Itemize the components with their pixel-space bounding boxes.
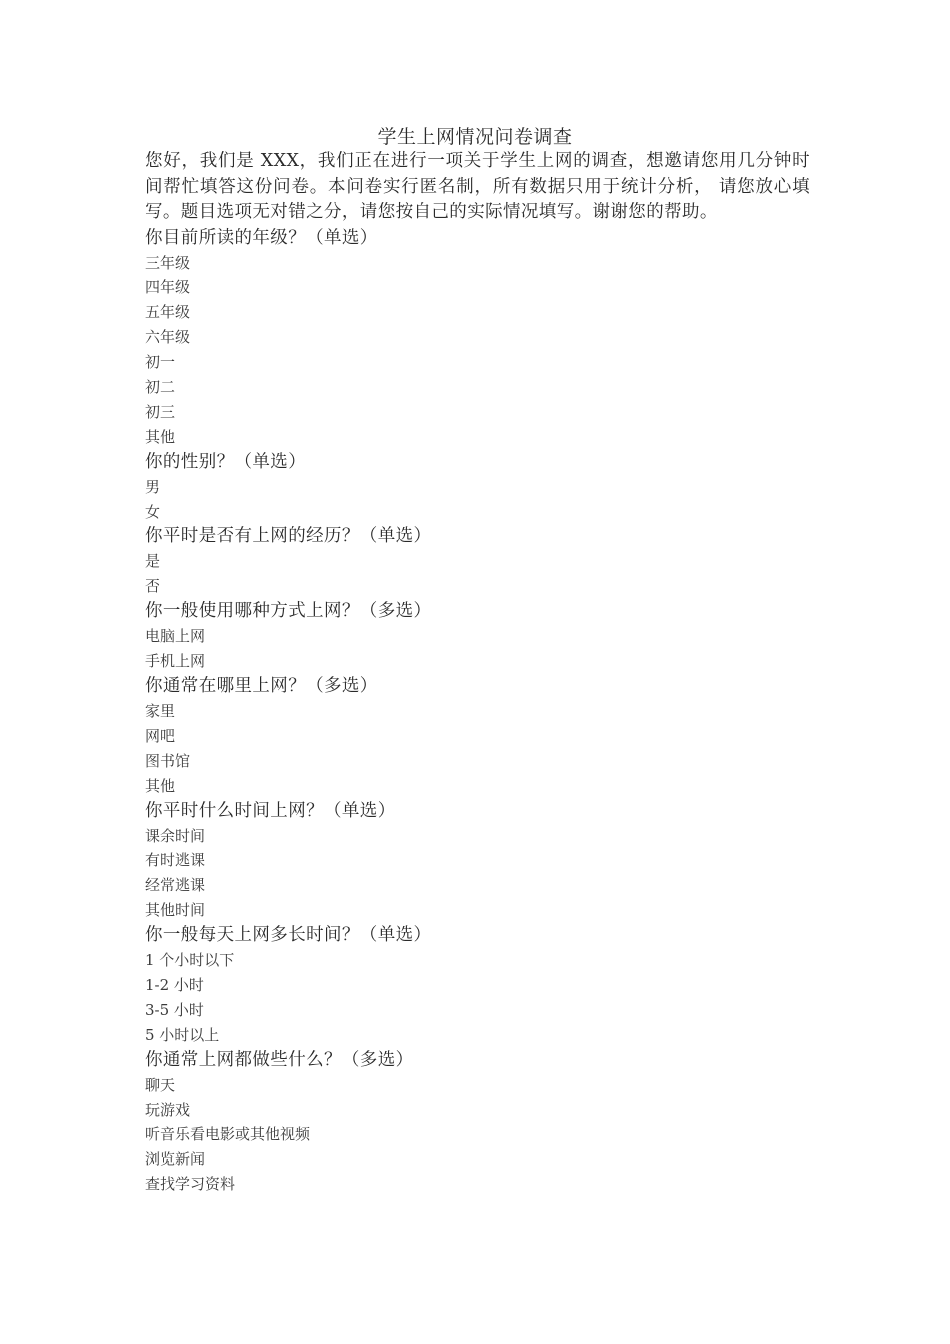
option-q6-4: 其他时间	[145, 901, 206, 920]
option-q8-2: 玩游戏	[145, 1100, 191, 1119]
option-q5-4: 其他	[145, 776, 176, 795]
option-q1-4: 六年级	[145, 328, 191, 347]
intro-paragraph: 您好，我们是 XXX，我们正在进行一项关于学生上网的调查，想邀请您用几分钟时间帮忙填答这份问卷。本问卷实行匿名制，所有数据只用于统计分析， 请您放心填写。题目选项无对错之分，请您按自己的实际情况填写。谢谢您的帮助。	[145, 151, 810, 222]
option-q6-3: 经常逃课	[145, 876, 206, 895]
option-q4-2: 手机上网	[145, 652, 206, 671]
option-q8-3: 听音乐看电影或其他视频	[145, 1125, 311, 1144]
option-q1-3: 五年级	[145, 303, 191, 322]
question-8: 你通常上网都做些什么？（多选）	[145, 1049, 414, 1070]
question-4: 你一般使用哪种方式上网？（多选）	[145, 601, 432, 622]
survey-title: 学生上网情况问卷调查	[377, 126, 573, 148]
option-q5-1: 家里	[145, 701, 176, 720]
question-3: 你平时是否有上网的经历？（单选）	[145, 526, 432, 547]
option-q3-1: 是	[145, 552, 161, 571]
option-q5-3: 图书馆	[145, 751, 191, 770]
option-q1-2: 四年级	[145, 278, 191, 297]
option-q8-5: 查找学习资料	[145, 1175, 236, 1194]
option-q6-2: 有时逃课	[145, 851, 206, 870]
option-q1-7: 初三	[145, 402, 176, 421]
option-q5-2: 网吧	[145, 726, 176, 745]
question-1: 你目前所读的年级？（单选）	[145, 227, 378, 248]
option-q7-4: 5 小时以上	[145, 1025, 220, 1044]
option-q1-1: 三年级	[145, 253, 191, 272]
option-q7-2: 1-2 小时	[145, 975, 204, 994]
option-q1-6: 初二	[145, 377, 176, 396]
option-q6-1: 课余时间	[145, 826, 206, 845]
option-q2-1: 男	[145, 477, 161, 496]
option-q8-1: 聊天	[145, 1075, 176, 1094]
option-q2-2: 女	[145, 502, 161, 521]
survey-body	[145, 149, 810, 1197]
question-6: 你平时什么时间上网？（单选）	[145, 800, 396, 821]
option-q1-8: 其他	[145, 427, 176, 446]
option-q7-1: 1 个小时以下	[145, 951, 235, 970]
option-q7-3: 3-5 小时	[145, 1000, 204, 1019]
option-q4-1: 电脑上网	[145, 627, 206, 646]
option-q1-5: 初一	[145, 353, 176, 372]
option-q3-2: 否	[145, 577, 161, 596]
question-2: 你的性别？（单选）	[145, 451, 307, 472]
question-5: 你通常在哪里上网？（多选）	[145, 675, 378, 696]
question-7: 你一般每天上网多长时间？（单选）	[145, 925, 432, 946]
option-q8-4: 浏览新闻	[145, 1150, 206, 1169]
